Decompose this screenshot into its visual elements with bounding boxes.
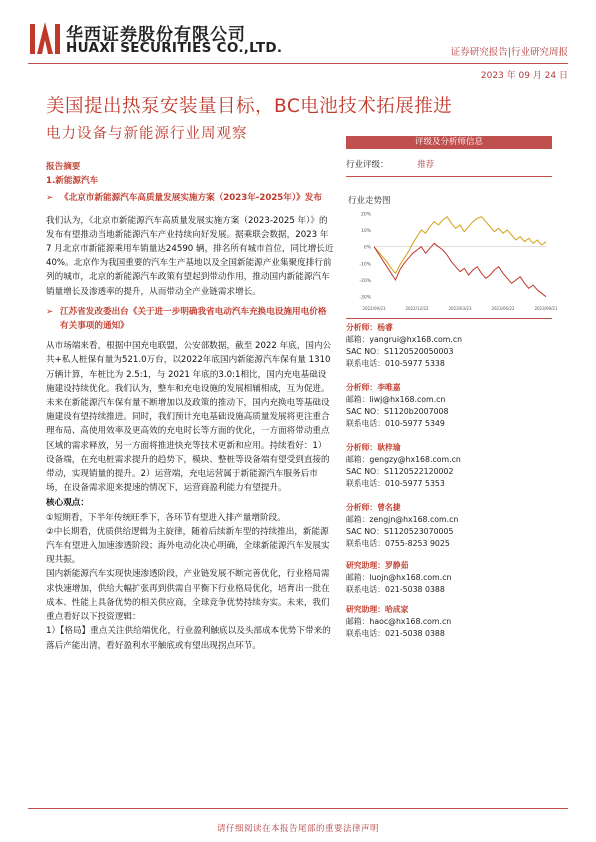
- x-tick-label: 2023/06/22: [491, 306, 515, 311]
- analyst-card: [346, 502, 552, 550]
- paragraph-charging: 从市场端来看，根据中国充电联盟，公安部数据，截至 2022 年底，国内公共+私人桩保有量为521.0万台，以2022年底国内新能源汽车保有量 1310 万辆计算，车桩比为 2.5:1，与 2021 年底的3.0:1相比，国内充电基础设施建设持续优化。我们认为，整车和充电设施的发展相辅相成，互为促进。未来在新能源汽车保有量不断增加以及政策的推动下，国内充换电等基础设施建设有望持续推进。同时，我们预计充电基础设施高质量发展将更注重合理布局、高使用效率及更高效的充电时长等方面的优化，一方面将带动重点区域的需求释放，另一方面将推进快充等技术更新和应用。持续看好：1）设备端，在充电桩需求提升的趋势下，模块、整桩等设备端有望受到直接的带动，实现销量的提升。2）运营端，充电运营属于新能源汽车服务后市场，在设备需求迎来提速的情况下，运营商盈利能力有望提升。: [46, 341, 332, 494]
- analyst-name: 罗静茹: [384, 561, 409, 570]
- analyst-name-line: [346, 382, 552, 394]
- analyst-card: [346, 322, 552, 370]
- y-tick-label: -20%: [359, 279, 371, 284]
- rating-divider: [346, 176, 552, 177]
- analyst-role: 分析师：: [346, 503, 378, 512]
- y-tick-label: -30%: [359, 295, 371, 301]
- bullet-jiangsu-text: 江苏省发改委出台《关于进一步明确我省电动汽车充换电设施用电价格有关事项的通知》: [60, 306, 327, 332]
- core-point-3: 国内新能源汽车实现快速渗透阶段，产业链发展不断完善优化，行业格局需求快速增加，供给大幅扩张再到供需自平衡下行业格局优化，培育出一批在成本、性能上具备优势的相关供应商，全球竞争优势持续夯实。未来，我们重点看好以下投资逻辑：: [46, 569, 330, 623]
- analyst-role: 研究助理：: [346, 605, 385, 614]
- summary-section: [46, 160, 334, 653]
- series-line-0: [374, 217, 546, 274]
- analyst-email: 邮箱：zengjn@hx168.com.cn: [346, 515, 459, 524]
- analyst-name: 耿梓瑜: [377, 443, 401, 452]
- analyst-phone: 联系电话：0755-8253 9025: [346, 539, 450, 548]
- core-heading: 核心观点：: [46, 498, 89, 509]
- arrow-right-icon: ➢: [46, 306, 54, 317]
- chart-title: 行业走势图: [348, 196, 391, 206]
- company-name-cn: 华西证券股份有限公司: [66, 25, 246, 45]
- x-tick-label: 2023/09/21: [534, 306, 558, 311]
- x-tick-label: 2022/09/23: [362, 306, 386, 311]
- analyst-name-line: [346, 560, 552, 572]
- x-tick-label: 2023/03/23: [448, 306, 472, 311]
- analyst-role: 研究助理：: [346, 561, 385, 570]
- paragraph-beijing: 我们认为，《北京市新能源汽车高质量发展实施方案（2023-2025 年）》的发布有望推动当地新能源汽车产业持续向好发展。据乘联会数据，2023 年 7 月北京市新能源乘用车销量达24590 辆，排名所有城市首位，同比增长近 40%。北京作为我国重要的汽车生产基地以及全国新能源产业集聚度排行前列的城市，北京的新能源汽车政策有望起到带动作用，推动国内新能源汽车销量增长及渗透率的提升，从而带动全产业链需求增长。: [46, 215, 334, 297]
- analyst-phone: 联系电话：010-5977 5349: [346, 419, 445, 428]
- rating-label: 行业评级：: [346, 160, 389, 170]
- analyst-card: [346, 604, 552, 640]
- analyst-phone: 联系电话：021-5038 0388: [346, 629, 445, 638]
- y-tick-label: 20%: [360, 212, 371, 218]
- huaxi-logo-icon: [28, 16, 62, 58]
- core-point-2: ②中长期看，优质供给逻辑为主旋律，随着后续新车型的持续推出，新能源汽车有望进入加速渗透阶段；海外电动化决心明确，全球新能源汽车发展实现共振。: [46, 526, 330, 566]
- rating-row: [346, 158, 434, 170]
- analyst-name-line: [346, 604, 552, 616]
- analyst-name: 李唯嘉: [377, 383, 401, 392]
- report-subtitle: 电力设备与新能源行业周观察: [46, 126, 248, 142]
- y-tick-label: -10%: [359, 262, 371, 268]
- summary-heading: 报告摘要: [46, 162, 81, 172]
- company-name-en: HUAXI SECURITIES CO.,LTD.: [66, 40, 283, 56]
- bullet-beijing-policy: [46, 191, 334, 205]
- analyst-role: 分析师：: [346, 383, 378, 392]
- rating-value: 推荐: [417, 160, 435, 170]
- analyst-email: 邮箱：haoc@hx168.com.cn: [346, 617, 452, 626]
- industry-trend-chart: [346, 206, 558, 316]
- bullet-beijing-text: 《北京市新能源汽车高质量发展实施方案（2023年-2025年）》发布: [60, 193, 322, 204]
- report-type-label: 证券研究报告|行业研究周报: [450, 47, 568, 58]
- bullet-jiangsu-policy: [46, 305, 334, 333]
- core-point-4: 1）【格局】重点关注供给端优化，行业盈利触底以及头部成本优势下带来的落后产能出清，看好盈利水平触底或有望出现拐点环节。: [46, 626, 331, 651]
- arrow-right-icon: ➢: [46, 193, 54, 204]
- analyst-phone: 联系电话：010-5977 5338: [346, 359, 445, 368]
- footer-disclaimer: 请仔细阅读在本报告尾部的重要法律声明: [216, 824, 379, 834]
- analyst-card: [346, 560, 552, 596]
- analyst-sac: SAC NO：S1120b2007008: [346, 407, 449, 416]
- y-tick-label: 10%: [360, 229, 371, 234]
- report-date: 2023 年 09 月 24 日: [480, 71, 568, 81]
- y-tick-label: 0%: [363, 245, 371, 251]
- rating-header: 评级及分析师信息: [346, 136, 552, 149]
- analyst-phone: 联系电话：010-5977 5353: [346, 479, 445, 488]
- analyst-sac: SAC NO：S1120520050003: [346, 347, 454, 356]
- x-tick-label: 2022/12/22: [405, 306, 429, 311]
- analyst-name-line: [346, 442, 552, 454]
- analyst-name: 曾名捷: [377, 503, 401, 512]
- analyst-name: 杨睿: [377, 323, 393, 332]
- analyst-email: 邮箱：luojn@hx168.com.cn: [346, 573, 452, 582]
- series-line-1: [374, 243, 546, 296]
- header-divider: [28, 63, 568, 64]
- section-ev-heading: 1.新能源汽车: [46, 176, 99, 187]
- analyst-name-line: [346, 322, 552, 334]
- analyst-card: [346, 382, 552, 430]
- report-title: 美国提出热泵安装量目标，BC电池技术拓展推进: [46, 96, 453, 117]
- analyst-card: [346, 442, 552, 490]
- analyst-phone: 联系电话：021-5038 0388: [346, 585, 445, 594]
- analyst-email: 邮箱：gengzy@hx168.com.cn: [346, 455, 461, 464]
- analyst-name: 哈成家: [384, 605, 409, 614]
- analyst-sac: SAC NO：S1120522120002: [346, 467, 454, 476]
- analyst-email: 邮箱：yangrui@hx168.com.cn: [346, 335, 463, 344]
- analyst-email: 邮箱：liwj@hx168.com.cn: [346, 395, 446, 404]
- analyst-role: 分析师：: [346, 323, 378, 332]
- analyst-name-line: [346, 502, 552, 514]
- chart-divider: [346, 318, 552, 319]
- analyst-sac: SAC NO：S1120523070005: [346, 527, 454, 536]
- footer-divider: [28, 808, 568, 809]
- analyst-role: 分析师：: [346, 443, 378, 452]
- core-point-1: ①短期看，下半年传统旺季下，各环节有望进入排产量增阶段。: [46, 512, 286, 523]
